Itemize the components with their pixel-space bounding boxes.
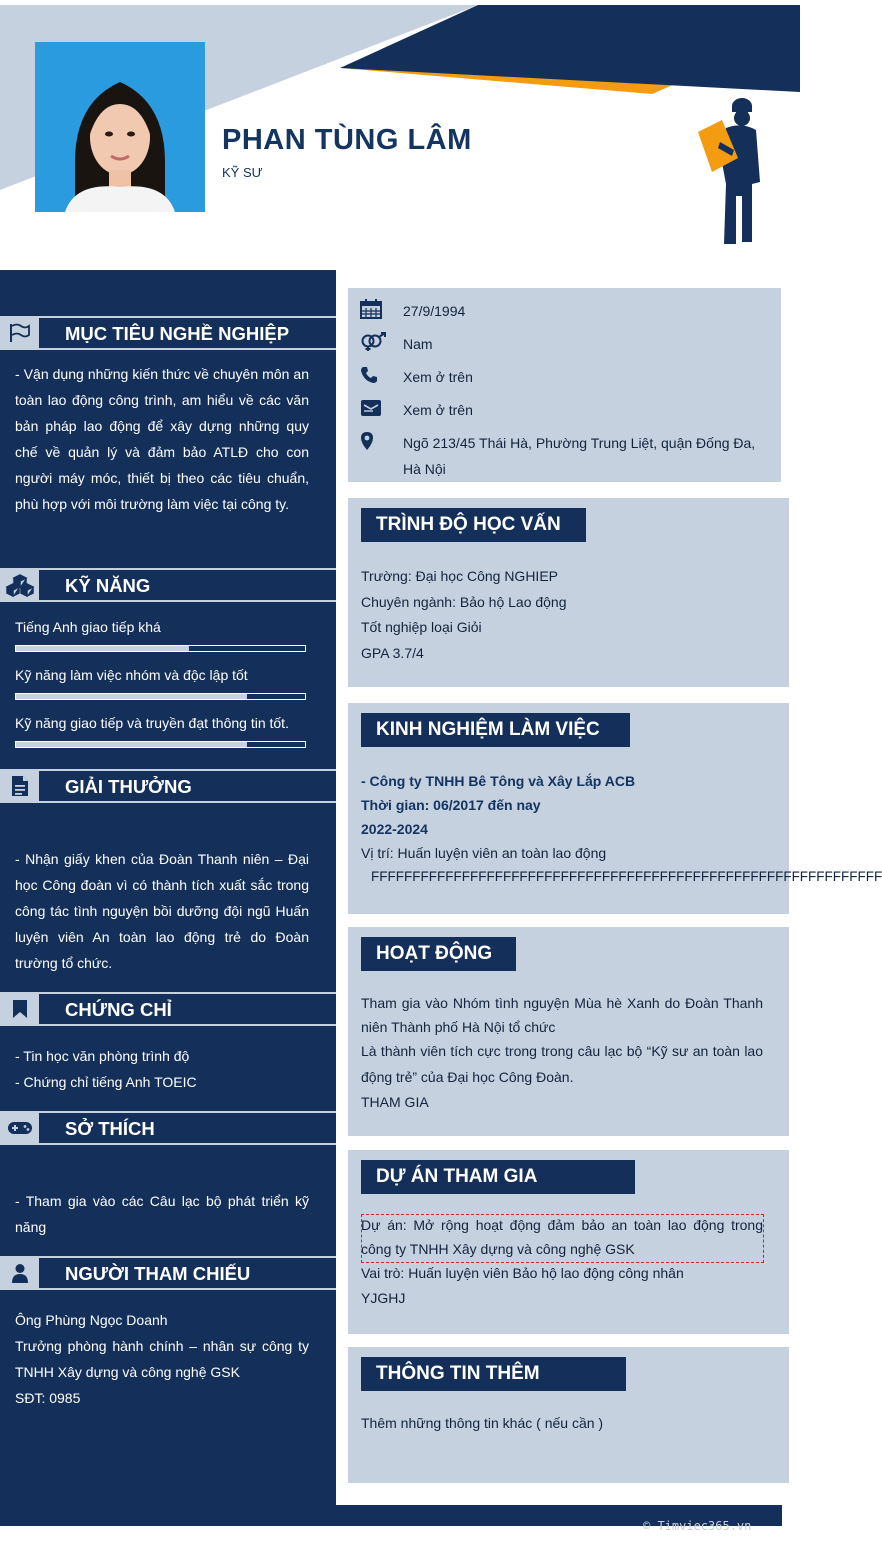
hobbies-heading: SỞ THÍCH bbox=[65, 1118, 155, 1139]
project-role: Vai trò: Huấn luyện viên Bảo hộ lao động công nhân bbox=[361, 1265, 684, 1281]
experience-period: Thời gian: 06/2017 đến nay bbox=[361, 797, 541, 813]
experience-position: Vị trí: Huấn luyện viên an toàn lao động bbox=[361, 845, 607, 861]
skill-bar-fill bbox=[16, 742, 247, 747]
info-row-birthday bbox=[360, 298, 763, 324]
additional-heading: THÔNG TIN THÊM bbox=[361, 1357, 626, 1391]
section-header-skills bbox=[0, 568, 336, 602]
activity-item: Là thành viên tích cực trong trong câu lạc bộ “Kỹ sư an toàn lao động trẻ” của Đại học Công Đoàn. bbox=[361, 1043, 763, 1085]
phone-icon bbox=[360, 366, 378, 384]
email-value: Xem ở trên bbox=[403, 402, 473, 418]
bookmark-icon bbox=[12, 999, 28, 1019]
education-heading: TRÌNH ĐỘ HỌC VẤN bbox=[361, 508, 586, 542]
birthday-value: 27/9/1994 bbox=[403, 303, 466, 319]
reference-phone: SĐT: 0985 bbox=[15, 1390, 81, 1406]
email-icon bbox=[360, 399, 382, 417]
skill-bar bbox=[15, 693, 306, 700]
skill-label: Tiếng Anh giao tiếp khá bbox=[15, 619, 161, 635]
skill-label: Kỹ năng giao tiếp và truyền đạt thông tin tốt. bbox=[15, 715, 289, 731]
job-title: KỸ SƯ bbox=[222, 165, 263, 180]
skill-label: Kỹ năng làm việc nhóm và độc lập tốt bbox=[15, 667, 248, 683]
skill-bar bbox=[15, 645, 306, 652]
activity-item: Tham gia vào Nhóm tình nguyện Mùa hè Xanh do Đoàn Thanh niên Thành phố Hà Nội tổ chức bbox=[361, 995, 763, 1035]
section-header-objective bbox=[0, 316, 336, 350]
section-header-awards bbox=[0, 769, 336, 803]
objective-text: - Vận dụng những kiến thức về chuyên môn an toàn lao động công trình, am hiểu về các văn bản pháp lao động để xây dựng những quy chế về quản lý và đảm bảo ATLĐ cho con người máy móc, thiết bị theo các tiêu chuẩn, phù hợp với môi trường làm việc tại công ty. bbox=[15, 366, 309, 512]
reference-name: Ông Phùng Ngọc Doanh bbox=[15, 1312, 168, 1328]
calendar-icon bbox=[360, 299, 382, 319]
experience-box bbox=[348, 703, 882, 914]
activities-details bbox=[361, 991, 763, 1116]
info-row-address bbox=[360, 430, 763, 482]
gender-icon bbox=[360, 332, 388, 352]
section-header-hobbies bbox=[0, 1111, 336, 1145]
project-editable-outline[interactable] bbox=[361, 1214, 764, 1263]
project-extra: YJGHJ bbox=[361, 1290, 406, 1306]
experience-company: - Công ty TNHH Bê Tông và Xây Lắp ACB bbox=[361, 773, 636, 789]
cubes-icon bbox=[6, 574, 34, 596]
address-value: Ngõ 213/45 Thái Hà, Phường Trung Liệt, quận Đống Đa, Hà Nội bbox=[403, 435, 756, 477]
project-name: Dự án: Mở rộng hoạt động đảm bảo an toàn lao động trong công ty TNHH Xây dựng và công nghệ GSK bbox=[361, 1217, 763, 1257]
personal-info-box bbox=[348, 288, 781, 482]
objective-heading: MỤC TIÊU NGHỀ NGHIỆP bbox=[65, 323, 290, 344]
education-major: Chuyên ngành: Bảo hộ Lao động bbox=[361, 593, 567, 610]
phone-value: Xem ở trên bbox=[403, 369, 473, 385]
gender-value: Nam bbox=[403, 336, 433, 352]
candidate-name: PHAN TÙNG LÂM bbox=[222, 124, 472, 156]
info-row-gender bbox=[360, 331, 763, 357]
user-icon bbox=[11, 1263, 29, 1283]
location-icon bbox=[360, 431, 374, 451]
awards-heading: GIẢI THƯỞNG bbox=[65, 776, 192, 797]
skill-bar bbox=[15, 741, 306, 748]
cv-header bbox=[0, 0, 800, 270]
additional-info-box bbox=[348, 1347, 789, 1483]
education-details bbox=[361, 564, 763, 666]
experience-extra: FFFFFFFFFFFFFFFFFFFFFFFFFFFFFFFFFFFFFFFFFFFFFFFFFFFFFFFFFFFFFF bbox=[371, 869, 882, 884]
skill-bar-fill bbox=[16, 646, 189, 651]
certificates-list bbox=[15, 1043, 309, 1095]
document-icon bbox=[11, 775, 29, 797]
projects-heading: DỰ ÁN THAM GIA bbox=[361, 1160, 635, 1194]
section-header-references bbox=[0, 1256, 336, 1290]
watermark: © Timviec365.vn bbox=[643, 1519, 752, 1533]
activity-item: THAM GIA bbox=[361, 1094, 429, 1110]
references-heading: NGƯỜI THAM CHIẾU bbox=[65, 1263, 251, 1284]
certificate-item: - Tin học văn phòng trình độ bbox=[15, 1048, 190, 1064]
skills-heading: KỸ NĂNG bbox=[65, 575, 151, 596]
experience-details bbox=[361, 769, 882, 889]
left-column bbox=[0, 270, 336, 1506]
certificates-heading: CHỨNG CHỈ bbox=[65, 999, 172, 1020]
activities-heading: HOẠT ĐỘNG bbox=[361, 937, 516, 971]
education-gpa: GPA 3.7/4 bbox=[361, 644, 424, 661]
gamepad-icon bbox=[7, 1120, 33, 1136]
experience-heading: KINH NGHIỆM LÀM VIỆC bbox=[361, 713, 630, 747]
awards-text: - Nhận giấy khen của Đoàn Thanh niên – Đại học Công đoàn vì có thành tích xuất sắc trong công tác tình nguyện bồi dưỡng đội ngũ Huấn luyện viên An toàn lao động trẻ do Đoàn trường tổ chức. bbox=[15, 851, 309, 971]
additional-text: Thêm những thông tin khác ( nếu cần ) bbox=[361, 1415, 604, 1431]
profile-photo bbox=[35, 42, 205, 212]
experience-year: 2022-2024 bbox=[361, 821, 428, 837]
education-rank: Tốt nghiệp loại Giỏi bbox=[361, 619, 482, 635]
info-row-phone bbox=[360, 364, 763, 390]
education-box bbox=[348, 498, 789, 687]
worker-silhouette-icon bbox=[690, 92, 765, 247]
info-row-email bbox=[360, 397, 763, 423]
education-school: Trường: Đại học Công NGHIEP bbox=[361, 568, 558, 584]
activities-box bbox=[348, 927, 789, 1136]
section-header-certificates bbox=[0, 992, 336, 1026]
skill-bar-fill bbox=[16, 694, 247, 699]
reference-position: Trưởng phòng hành chính – nhân sự công ty TNHH Xây dựng và công nghệ GSK bbox=[15, 1338, 309, 1380]
certificate-item: - Chứng chỉ tiếng Anh TOEIC bbox=[15, 1074, 197, 1090]
hobbies-text: - Tham gia vào các Câu lạc bộ phát triển kỹ năng bbox=[15, 1193, 309, 1235]
references-list bbox=[15, 1307, 309, 1411]
flag-icon bbox=[9, 323, 31, 343]
